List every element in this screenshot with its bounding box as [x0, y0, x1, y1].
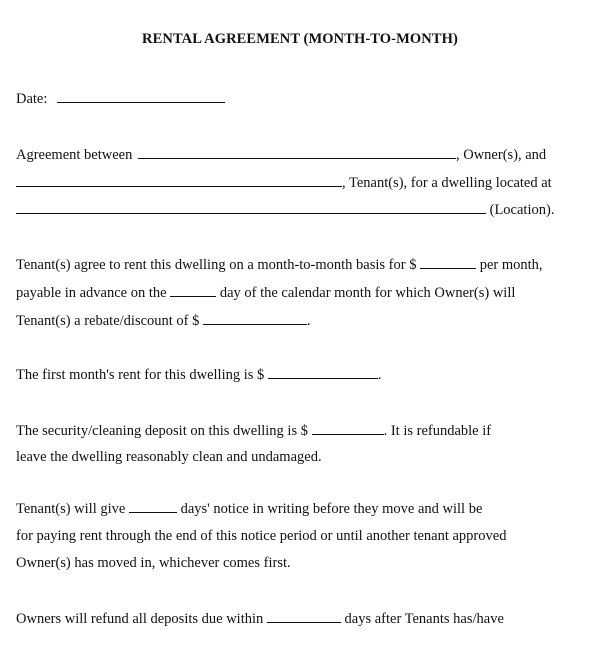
deposit-amount-blank[interactable]: [312, 421, 384, 435]
deposit-line-2: [16, 448, 322, 466]
agreement-line-tenant: [16, 173, 552, 192]
refund-line: [16, 609, 504, 628]
notice-line-1: [16, 499, 482, 518]
agreement-line-location: [16, 200, 554, 219]
discount-blank[interactable]: [203, 311, 307, 325]
location-suffix: (Location).: [489, 202, 555, 218]
first-month-suffix: .: [377, 367, 382, 383]
agreement-line-owner: [16, 145, 546, 164]
refund-suffix: days after Tenants has/have: [344, 611, 504, 627]
rent-line3-suffix: .: [307, 313, 311, 329]
deposit-line1-prefix: The security/cleaning deposit on this dwelling is $: [16, 423, 308, 439]
date-blank[interactable]: [57, 89, 225, 103]
deposit-line-1: [16, 421, 491, 440]
rent-amount-blank[interactable]: [420, 255, 476, 269]
rent-line2-prefix: payable in advance on the: [16, 285, 167, 301]
due-day-blank[interactable]: [170, 283, 216, 297]
tenant-name-blank[interactable]: [16, 173, 342, 187]
first-month-line: [16, 365, 382, 384]
rent-line-1: [16, 255, 543, 274]
tenants-suffix: , Tenant(s), for a dwelling located at: [342, 175, 552, 191]
rent-line1-suffix: per month,: [479, 257, 543, 273]
rent-line1-prefix: Tenant(s) agree to rent this dwelling on a month-to-month basis for $: [16, 257, 417, 273]
deposit-line2: leave the dwelling reasonably clean and undamaged.: [16, 449, 322, 465]
refund-prefix: Owners will refund all deposits due within: [16, 611, 264, 627]
notice-line-2: [16, 527, 506, 545]
notice-line1-suffix: days' notice in writing before they move and will be: [180, 501, 483, 517]
date-line: [16, 89, 225, 108]
rent-line-3: [16, 311, 311, 330]
location-blank[interactable]: [16, 200, 486, 214]
notice-line3: Owner(s) has moved in, whichever comes first.: [16, 555, 291, 571]
notice-line2: for paying rent through the end of this notice period or until another tenant approved: [16, 528, 507, 544]
agreement-between-label: Agreement between: [16, 147, 133, 163]
document-title: RENTAL AGREEMENT (MONTH-TO-MONTH): [142, 31, 458, 47]
notice-line1-prefix: Tenant(s) will give: [16, 501, 126, 517]
rent-line3-prefix: Tenant(s) a rebate/discount of $: [16, 313, 200, 329]
notice-days-blank[interactable]: [129, 499, 177, 513]
owners-suffix: , Owner(s), and: [455, 147, 547, 163]
first-month-blank[interactable]: [268, 365, 378, 379]
refund-days-blank[interactable]: [267, 609, 341, 623]
notice-line-3: [16, 554, 291, 572]
rent-line-2: [16, 283, 515, 302]
rent-line2-suffix: day of the calendar month for which Owner(s) will: [219, 285, 516, 301]
first-month-prefix: The first month's rent for this dwelling is $: [16, 367, 265, 383]
date-label: Date:: [16, 91, 48, 107]
deposit-line1-suffix: . It is refundable if: [383, 423, 492, 439]
owner-name-blank[interactable]: [138, 145, 456, 159]
